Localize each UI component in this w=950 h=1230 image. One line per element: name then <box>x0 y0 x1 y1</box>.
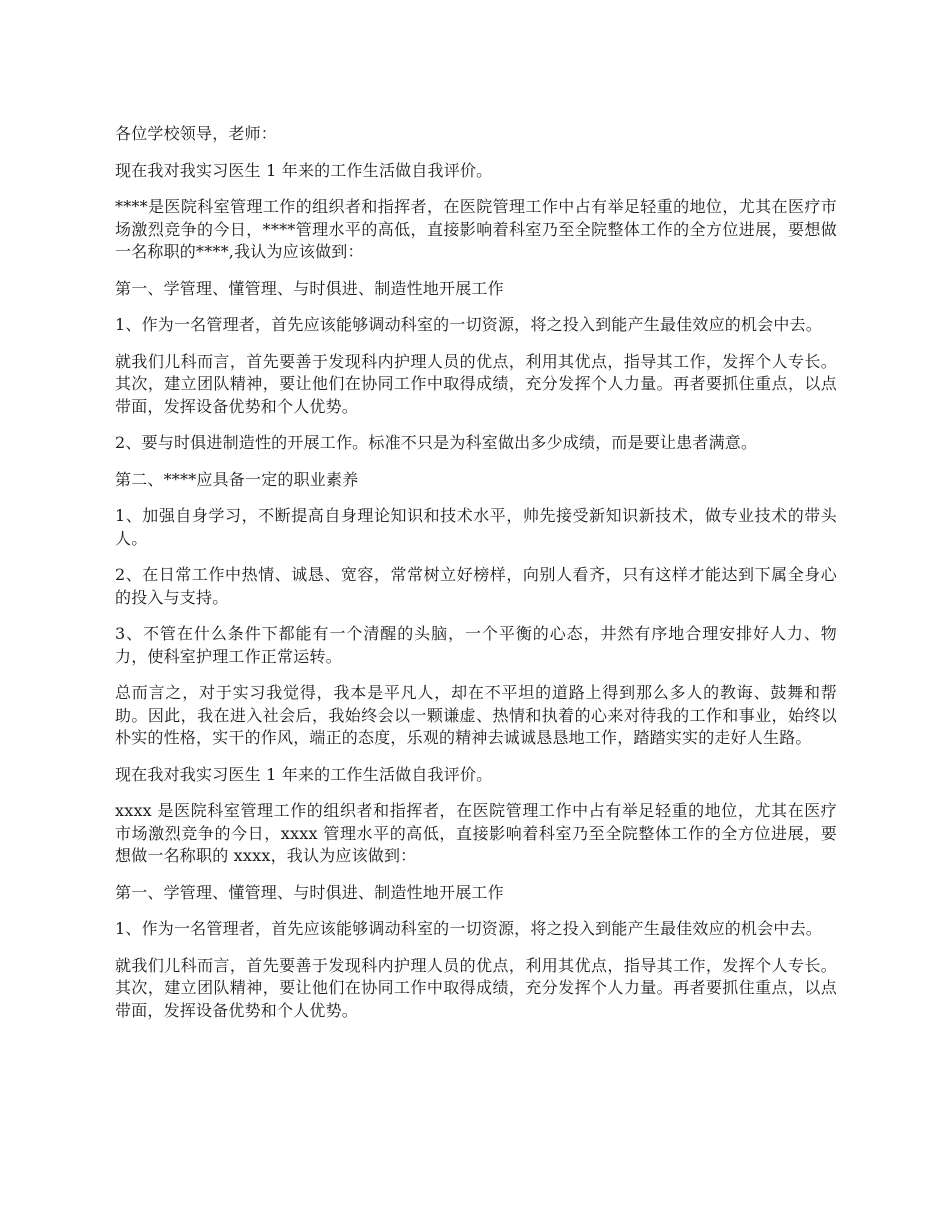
body-paragraph: 1、加强自身学习，不断提高自身理论知识和技术水平，帅先接受新知识新技术，做专业技术的带头人。 <box>115 506 837 548</box>
intro-paragraph: 现在我对我实习医生 1 年来的工作生活做自我评价。 <box>115 160 493 180</box>
greeting: 各位学校领导，老师： <box>115 124 278 143</box>
body-paragraph: ****是医院科室管理工作的组织者和指挥者，在医院管理工作中占有举足轻重的地位，尤其在医疗市场激烈竞争的今日，****管理水平的高低，直接影响着科室乃至全院整体工作的全方位进展，要想做一名称职的****,我认为应该做到： <box>115 197 837 261</box>
body-paragraph: xxxx 是医院科室管理工作的组织者和指挥者，在医院管理工作中占有举足轻重的地位，尤其在医疗市场激烈竞争的今日，xxxx 管理水平的高低，直接影响着科室乃至全院整体工作的全方位进展，要想做一名称职的 xxxx，我认为应该做到： <box>115 801 837 865</box>
body-paragraph: 2、在日常工作中热情、诚恳、宽容，常常树立好榜样，向别人看齐，只有这样才能达到下属全身心的投入与支持。 <box>115 565 837 607</box>
section-heading: 第一、学管理、懂管理、与时俱进、制造性地开展工作 <box>115 882 504 902</box>
body-paragraph: 3、不管在什么条件下都能有一个清醒的头脑，一个平衡的心态，井然有序地合理安排好人力、物力，使科室护理工作正常运转。 <box>115 624 837 666</box>
body-paragraph: 1、作为一名管理者，首先应该能够调动科室的一切资源，将之投入到能产生最佳效应的机会中去。 <box>115 919 822 938</box>
document-page <box>115 123 837 1036</box>
section-heading: 第二、****应具备一定的职业素养 <box>115 469 359 489</box>
conclusion-paragraph: 总而言之，对于实习我觉得，我本是平凡人，却在不平坦的道路上得到那么多人的教诲、鼓舞和帮助。因此，我在进入社会后，我始终会以一颗谦虚、热情和执着的心来对待我的工作和事业，始终以朴实的性格，实干的作风，端正的态度，乐观的精神去诚诚恳恳地工作，踏踏实实的走好人生路。 <box>115 683 837 747</box>
body-paragraph: 1、作为一名管理者，首先应该能够调动科室的一切资源，将之投入到能产生最佳效应的机会中去。 <box>115 315 822 334</box>
body-paragraph: 就我们儿科而言，首先要善于发现科内护理人员的优点，利用其优点，指导其工作，发挥个人专长。其次，建立团队精神，要让他们在协同工作中取得成绩，充分发挥个人力量。再者要抓住重点，以点带面，发挥设备优势和个人优势。 <box>115 351 837 416</box>
body-paragraph: 2、要与时俱进制造性的开展工作。标准不只是为科室做出多少成绩，而是要让患者满意。 <box>115 433 758 452</box>
intro-paragraph: 现在我对我实习医生 1 年来的工作生活做自我评价。 <box>115 764 493 784</box>
body-paragraph: 就我们儿科而言，首先要善于发现科内护理人员的优点，利用其优点，指导其工作，发挥个人专长。其次，建立团队精神，要让他们在协同工作中取得成绩，充分发挥个人力量。再者要抓住重点，以点带面，发挥设备优势和个人优势。 <box>115 955 837 1020</box>
section-heading: 第一、学管理、懂管理、与时俱进、制造性地开展工作 <box>115 278 504 298</box>
